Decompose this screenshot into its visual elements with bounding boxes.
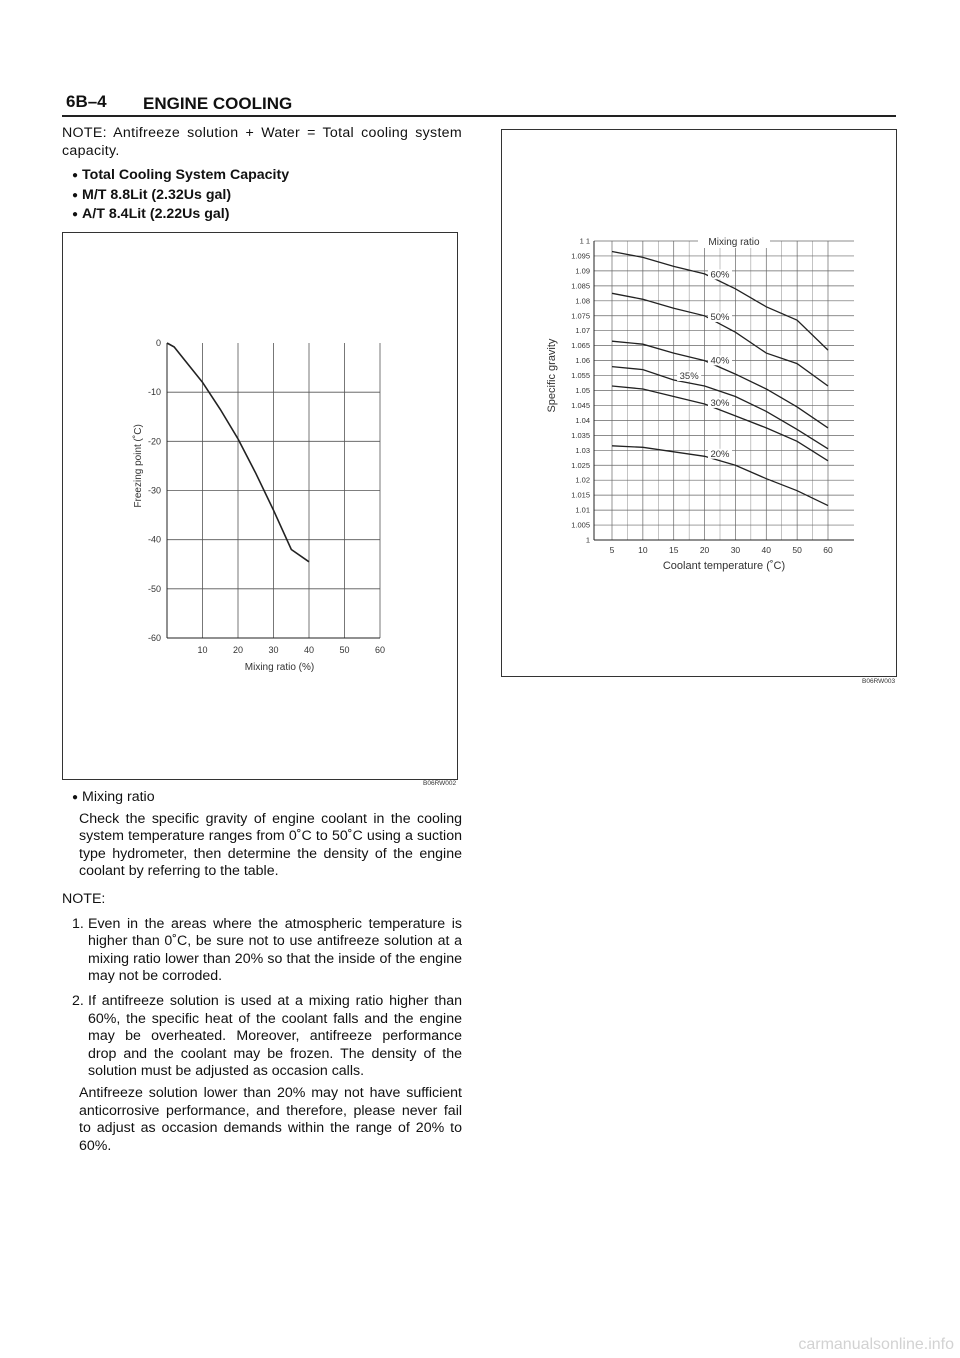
x-tick-label: 60 <box>374 645 386 655</box>
note-item <box>62 993 462 1081</box>
y-tick-label: 0 <box>155 338 161 348</box>
y-tick-label: 1.075 <box>571 311 590 321</box>
chart-title: Mixing ratio <box>708 237 760 248</box>
figure-code: B06RW003 <box>862 678 896 685</box>
y-tick-label: 1.06 <box>575 356 590 366</box>
x-tick-label: 40 <box>761 545 772 555</box>
series-label: 40% <box>710 355 730 367</box>
y-tick-label: 1.045 <box>571 400 590 410</box>
y-tick-label: 1 <box>585 535 590 545</box>
x-axis-label: Mixing ratio (%) <box>244 662 315 673</box>
watermark: carmanualsonline.info <box>798 1336 954 1353</box>
note-item-number: 2. <box>72 992 84 1009</box>
series-label: 60% <box>710 269 730 281</box>
note-label: NOTE: <box>62 890 106 907</box>
series-label: 50% <box>710 311 730 323</box>
mixing-ratio-text: Check the specific gravity of engine coolant in the cooling system temperature ranges from 0˚C to 50˚C using a suction type hydrometer, then determine the density of the engine coolant by referring to the table. <box>79 810 462 880</box>
x-tick-label: 30 <box>268 645 279 655</box>
x-tick-label: 15 <box>668 545 679 555</box>
capacity-item: ● A/T 8.4Lit (2.22Us gal) <box>72 206 462 225</box>
y-tick-label: -30 <box>147 485 161 496</box>
y-tick-label: 1.08 <box>575 296 590 306</box>
y-tick-label: -20 <box>147 436 161 447</box>
note-item-text: Even in the areas where the atmospheric temperature is higher than 0˚C, be sure not to use antifreeze solution at a mixing ratio lower than 20% so that the inside of the engine may not be corroded. <box>88 915 462 985</box>
y-tick-label: 1.005 <box>571 520 590 530</box>
x-axis-label: Coolant temperature (˚C) <box>662 560 786 572</box>
x-tick-label: 60 <box>823 545 833 555</box>
x-tick-label: 30 <box>730 545 741 555</box>
x-tick-label: 50 <box>339 645 350 655</box>
x-tick-label: 20 <box>232 645 244 655</box>
y-tick-label: 1.04 <box>575 415 590 425</box>
x-tick-label: 10 <box>638 545 648 555</box>
section-title: ENGINE COOLING <box>143 94 293 113</box>
y-tick-label: 1 1 <box>579 236 590 246</box>
series-label: 30% <box>710 397 730 409</box>
header-rule <box>62 115 896 117</box>
y-tick-label: 1.02 <box>575 475 590 485</box>
y-tick-label: -50 <box>147 583 161 594</box>
capacity-section <box>62 125 462 226</box>
note-item-number: 1. <box>72 915 84 932</box>
y-tick-label: 1.055 <box>571 371 590 381</box>
capacity-item: ● Total Cooling System Capacity <box>72 167 462 186</box>
freezing-point-chart <box>63 233 457 779</box>
series-label: 20% <box>710 448 730 460</box>
y-axis-label: Freezing point (˚C) <box>133 424 144 508</box>
y-tick-label: 1.025 <box>571 460 590 470</box>
y-tick-label: 1.035 <box>571 430 590 440</box>
mixing-ratio-heading-text: Mixing ratio <box>82 789 155 805</box>
y-tick-label: 1.03 <box>575 445 590 455</box>
x-tick-label: 40 <box>303 645 315 655</box>
freezing-point-figure <box>62 232 458 780</box>
y-tick-label: 1.095 <box>571 251 590 261</box>
specific-gravity-chart <box>502 130 896 676</box>
x-tick-label: 20 <box>699 545 710 555</box>
y-tick-label: 1.085 <box>571 281 590 291</box>
series-label: 35% <box>679 371 699 383</box>
note-item <box>62 916 462 986</box>
y-tick-label: -10 <box>147 387 161 398</box>
y-tick-label: 1.05 <box>575 386 590 395</box>
x-tick-label: 50 <box>792 545 802 555</box>
figure-code: B06RW002 <box>423 780 457 787</box>
specific-gravity-figure <box>501 129 897 677</box>
capacity-item: ● M/T 8.8Lit (2.32Us gal) <box>72 187 462 206</box>
y-tick-label: -60 <box>147 633 161 643</box>
mixing-ratio-section <box>62 789 462 1155</box>
note-item-text: If antifreeze solution is used at a mixing ratio higher than 60%, the specific heat of the coolant falls and the engine may be overheated. Moreover, antifreeze performance drop and the coolant may be frozen. The density of the solution must be adjusted as occasion calls. <box>88 992 462 1080</box>
y-axis-label: Specific gravity <box>546 338 558 413</box>
y-tick-label: 1.065 <box>571 341 590 351</box>
y-tick-label: -40 <box>147 534 161 545</box>
note-capacity: NOTE: Antifreeze solution + Water = Total cooling system capacity. <box>62 125 462 159</box>
note-closing: Antifreeze solution lower than 20% may not have sufficient anticorrosive performance, and therefore, please never fail to adjust as occasion demands within the range of 20% to 60%. <box>79 1084 462 1154</box>
section-number: 6B–4 <box>66 92 107 111</box>
mixing-ratio-heading <box>72 789 462 808</box>
y-tick-label: 1.09 <box>575 266 590 276</box>
y-tick-label: 1.07 <box>575 326 590 336</box>
y-tick-label: 1.015 <box>571 490 590 500</box>
x-tick-label: 10 <box>197 645 208 655</box>
y-tick-label: 1.01 <box>575 505 590 515</box>
x-tick-label: 5 <box>609 545 615 555</box>
